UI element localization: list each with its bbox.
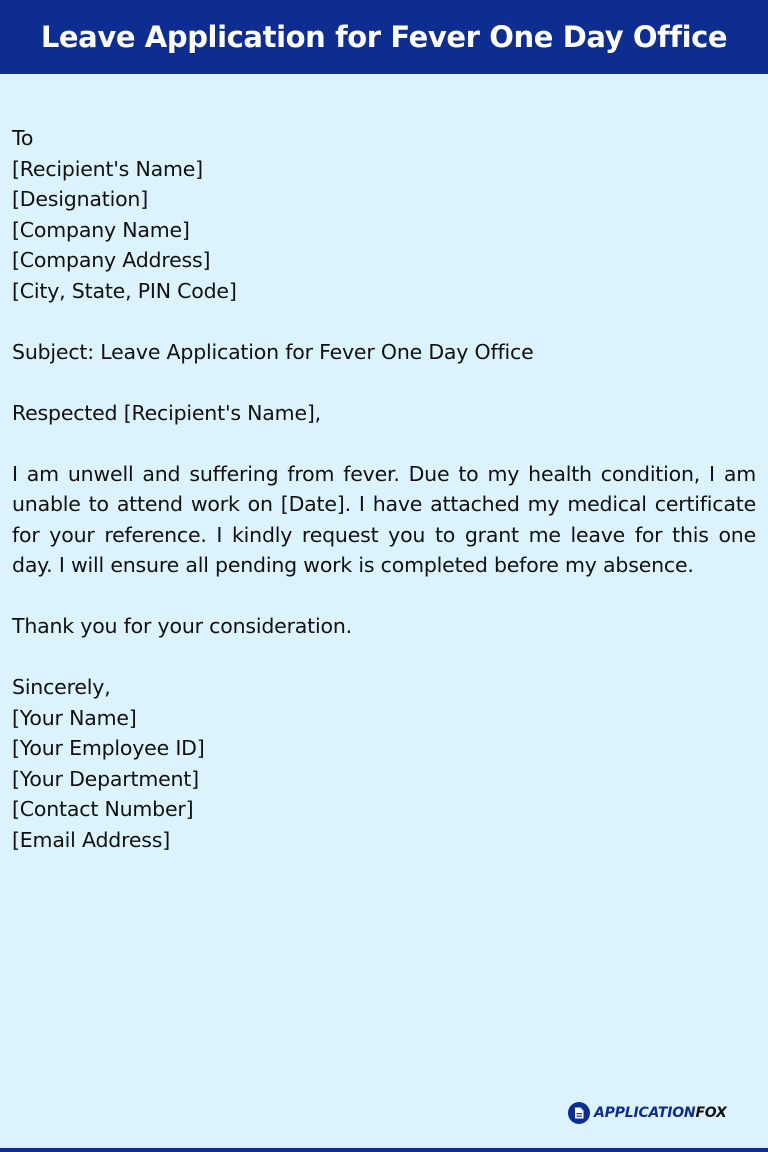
- body-paragraph: I am unwell and suffering from fever. Due to my health condition, I am unable to attend work on [Date]. I have attached my medical certificate for your reference. I kindly request you to grant me leave for this one day. I will ensure all pending work is completed before my absence.: [12, 461, 756, 577]
- logo-text-fox: FOX: [695, 1105, 727, 1121]
- document-icon: [568, 1102, 590, 1124]
- signoff-sincerely: Sincerely,: [12, 675, 111, 699]
- header-banner: [0, 0, 768, 74]
- spacer: [12, 642, 756, 673]
- recipient-designation: [Designation]: [12, 187, 149, 211]
- signoff-contact-number: [Contact Number]: [12, 797, 194, 821]
- spacer: [12, 306, 756, 337]
- subject-line: Subject: Leave Application for Fever One Day Office: [12, 339, 534, 364]
- recipient-name: [Recipient's Name]: [12, 156, 203, 181]
- page-title: Leave Application for Fever One Day Office: [40, 20, 728, 54]
- logo-text-application: APPLICATION: [594, 1105, 696, 1121]
- spacer: [12, 367, 756, 398]
- recipient-company-address: [Company Address]: [12, 248, 211, 272]
- applicationfox-logo: [568, 1102, 727, 1124]
- thanks-line: Thank you for your consideration.: [12, 614, 352, 638]
- signoff-employee-id: [Your Employee ID]: [12, 736, 205, 760]
- letter-body: [12, 123, 756, 855]
- recipient-line-to: To: [12, 126, 34, 150]
- logo-wordmark: [594, 1105, 727, 1121]
- signoff-your-name: [Your Name]: [12, 705, 137, 730]
- recipient-city-state-pin: [City, State, PIN Code]: [12, 278, 237, 303]
- recipient-company-name: [Company Name]: [12, 217, 190, 242]
- signoff-department: [Your Department]: [12, 766, 199, 791]
- signoff-email-address: [Email Address]: [12, 827, 171, 852]
- spacer: [12, 581, 756, 612]
- salutation: Respected [Recipient's Name],: [12, 400, 321, 425]
- bottom-border: [0, 1148, 768, 1152]
- spacer: [12, 428, 756, 459]
